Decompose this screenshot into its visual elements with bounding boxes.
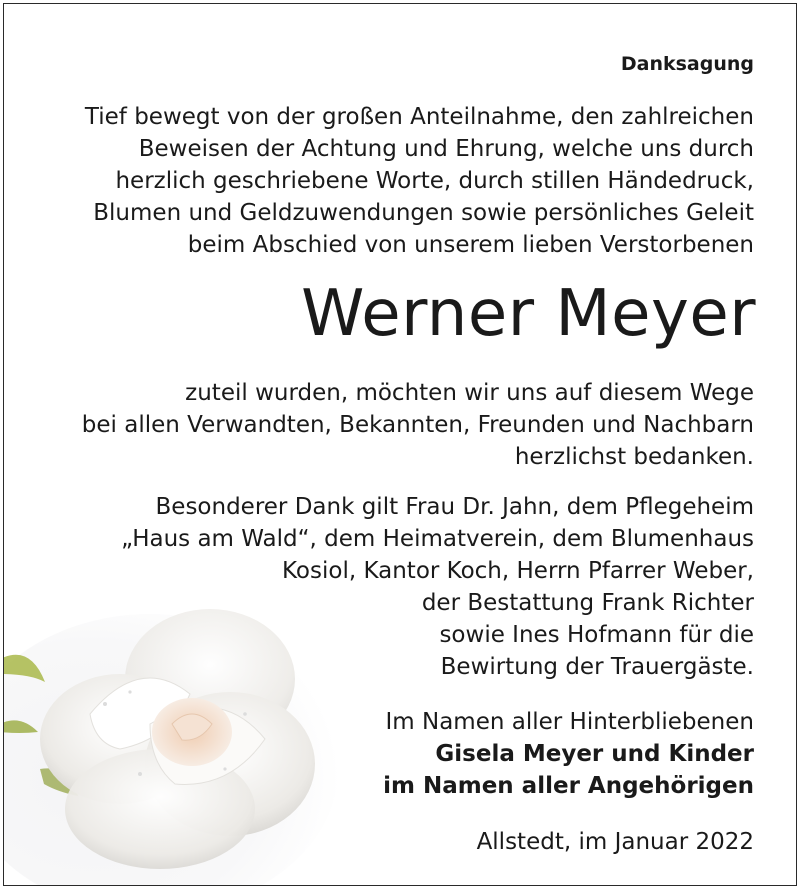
signature-line: im Namen aller Angehörigen (383, 773, 754, 799)
special-line: sowie Ines Hofmann für die (439, 622, 754, 648)
deceased-name: Werner Meyer (301, 277, 756, 351)
thanks-line: zuteil wurden, möchten wir uns auf diesem Wege (185, 380, 754, 406)
signature-block (383, 706, 754, 802)
intro-line: Tief bewegt von der großen Anteilnahme, den zahlreichen (84, 104, 754, 130)
signature-line: Gisela Meyer und Kinder (435, 741, 754, 767)
intro-line: herzlich geschriebene Worte, durch stillen Händedruck, (115, 168, 754, 194)
special-thanks-paragraph (121, 491, 754, 683)
obituary-card (3, 3, 797, 886)
special-line: „Haus am Wald“, dem Heimatverein, dem Blumenhaus (121, 526, 754, 552)
special-line: der Bestattung Frank Richter (421, 590, 754, 616)
intro-paragraph (85, 101, 754, 261)
special-line: Kosiol, Kantor Koch, Herrn Pfarrer Weber, (281, 558, 754, 584)
place-date: Allstedt, im Januar 2022 (476, 829, 754, 855)
intro-line: beim Abschied von unserem lieben Verstorbenen (187, 232, 754, 258)
heading-danksagung: Danksagung (620, 53, 754, 75)
intro-line: Blumen und Geldzuwendungen sowie persönliches Geleit (93, 200, 754, 226)
thanks-paragraph (82, 377, 754, 473)
intro-line: Beweisen der Achtung und Ehrung, welche uns durch (138, 136, 754, 162)
special-line: Bewirtung der Trauergäste. (440, 654, 754, 680)
thanks-line: bei allen Verwandten, Bekannten, Freunden und Nachbarn (81, 412, 754, 438)
behalf-line: Im Namen aller Hinterbliebenen (385, 709, 754, 735)
special-line: Besonderer Dank gilt Frau Dr. Jahn, dem Pflegeheim (155, 494, 754, 520)
thanks-line: herzlichst bedanken. (514, 444, 754, 470)
